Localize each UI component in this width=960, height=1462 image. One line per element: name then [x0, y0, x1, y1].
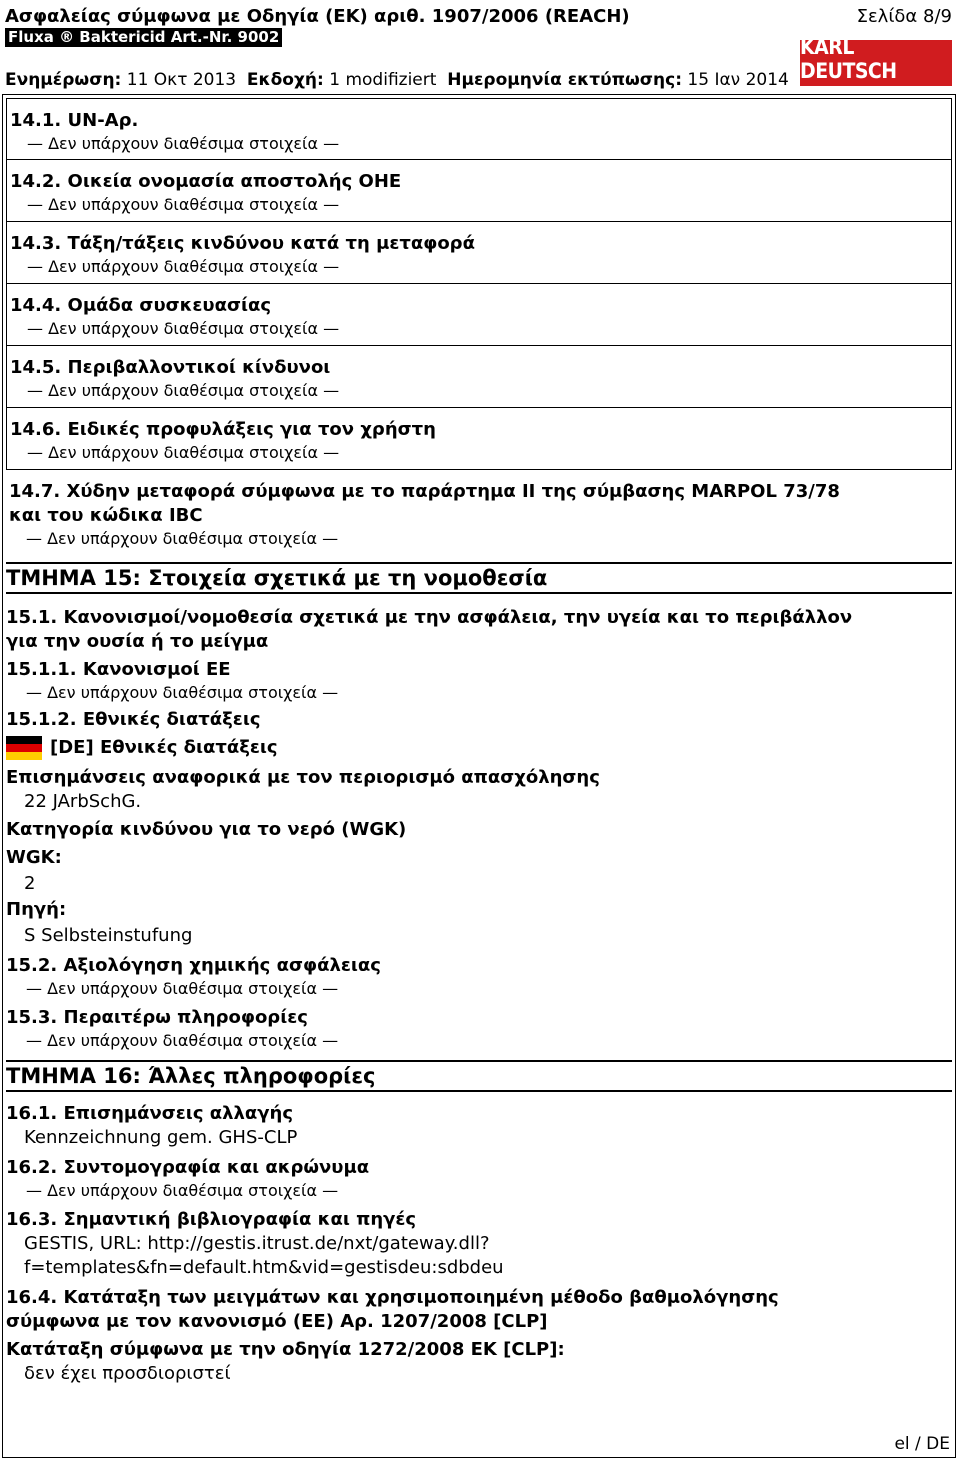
page-footer: el / DE: [894, 1434, 950, 1454]
no-data-text: — Δεν υπάρχουν διαθέσιμα στοιχεία —: [26, 529, 339, 548]
page-number: Σελίδα 8/9: [856, 6, 952, 27]
de-national-label: [DE] Εθνικές διατάξεις: [50, 737, 278, 758]
wgk-label: WGK:: [6, 847, 62, 868]
version-value: 1 modifiziert: [329, 70, 437, 90]
heading-15-3: 15.3. Περαιτέρω πληροφορίες: [6, 1007, 308, 1028]
source-value: S Selbsteinstufung: [24, 925, 193, 946]
box-14-4: [6, 284, 952, 346]
heading-15-1-2: 15.1.2. Εθνικές διατάξεις: [6, 709, 261, 730]
no-data-text: — Δεν υπάρχουν διαθέσιμα στοιχεία —: [27, 257, 340, 276]
block-14-7: [6, 470, 952, 550]
version-label: Εκδοχή:: [246, 70, 324, 90]
document-title: Ασφαλείας σύμφωνα με Οδηγία (ΕΚ) αριθ. 1907/2006 (REACH): [5, 6, 630, 27]
clp-label: Κατάταξη σύμφωνα με την οδηγία 1272/2008 ΕΚ [CLP]:: [6, 1339, 565, 1360]
no-data-text: — Δεν υπάρχουν διαθέσιμα στοιχεία —: [26, 1181, 339, 1200]
heading-16-4-cont: σύμφωνα με τον κανονισμό (ΕΕ) Αρ. 1207/2008 [CLP]: [6, 1311, 548, 1332]
no-data-text: — Δεν υπάρχουν διαθέσιμα στοιχεία —: [26, 979, 339, 998]
box-14-5: [6, 346, 952, 408]
no-data-text: — Δεν υπάρχουν διαθέσιμα στοιχεία —: [27, 195, 340, 214]
heading-16-4: 16.4. Κατάταξη των μειγμάτων και χρησιμοποιημένη μέθοδο βαθμολόγησης: [6, 1287, 779, 1308]
no-data-text: — Δεν υπάρχουν διαθέσιμα στοιχεία —: [27, 319, 340, 338]
heading-15-1-1: 15.1.1. Κανονισμοί ΕΕ: [6, 659, 231, 680]
print-label: Ημερομηνία εκτύπωσης:: [447, 70, 683, 90]
heading-15-1: 15.1. Κανονισμοί/νομοθεσία σχετικά με την ασφάλεια, την υγεία και το περιβάλλον: [6, 607, 853, 628]
product-name: Fluxa ® Baktericid Art.-Nr. 9002: [5, 28, 282, 47]
change-marking-value: Kennzeichnung gem. GHS-CLP: [24, 1127, 298, 1148]
de-national-row: [6, 736, 952, 760]
heading-14-2: 14.2. Οικεία ονομασία αποστολής ΟΗΕ: [10, 171, 402, 192]
company-logo: KARL DEUTSCH: [800, 40, 952, 86]
section-15: [6, 562, 952, 1052]
literature-value-cont: f=templates&fn=default.htm&vid=gestisdeu:sdbdeu: [24, 1257, 504, 1278]
heading-14-5: 14.5. Περιβαλλοντικοί κίνδυνοι: [10, 357, 331, 378]
heading-14-1: 14.1. UN-Αρ.: [10, 110, 139, 131]
heading-14-7-cont: και του κώδικα IBC: [9, 505, 203, 526]
heading-14-7: 14.7. Χύδην μεταφορά σύμφωνα με το παράρτημα II της σύμβασης MARPOL 73/78: [9, 481, 840, 502]
source-label: Πηγή:: [6, 899, 67, 920]
no-data-text: — Δεν υπάρχουν διαθέσιμα στοιχεία —: [27, 443, 340, 462]
no-data-text: — Δεν υπάρχουν διαθέσιμα στοιχεία —: [26, 1031, 339, 1050]
box-14-2: [6, 160, 952, 222]
heading-16-1: 16.1. Επισημάνσεις αλλαγής: [6, 1103, 294, 1124]
clp-value: δεν έχει προσδιοριστεί: [24, 1363, 231, 1384]
heading-14-3: 14.3. Τάξη/τάξεις κινδύνου κατά τη μεταφορά: [10, 233, 475, 254]
section-16-heading: ΤΜΗΜΑ 16: Άλλες πληροφορίες: [6, 1060, 952, 1092]
meta-line: [5, 70, 789, 90]
heading-15-2: 15.2. Αξιολόγηση χημικής ασφάλειας: [6, 955, 381, 976]
page-header: [0, 0, 960, 96]
heading-14-6: 14.6. Ειδικές προφυλάξεις για τον χρήστη: [10, 419, 436, 440]
heading-16-3: 16.3. Σημαντική βιβλιογραφία και πηγές: [6, 1209, 417, 1230]
wgk-heading: Κατηγορία κινδύνου για το νερό (WGK): [6, 819, 407, 840]
heading-14-4: 14.4. Ομάδα συσκευασίας: [10, 295, 272, 316]
no-data-text: — Δεν υπάρχουν διαθέσιμα στοιχεία —: [27, 134, 340, 153]
literature-value: GESTIS, URL: http://gestis.itrust.de/nxt/gateway.dll?: [24, 1233, 490, 1254]
employment-label: Επισημάνσεις αναφορικά με τον περιορισμό απασχόλησης: [6, 767, 600, 788]
no-data-text: — Δεν υπάρχουν διαθέσιμα στοιχεία —: [26, 683, 339, 702]
print-value: 15 Ιαν 2014: [687, 70, 789, 90]
box-14-6: [6, 408, 952, 470]
section-16: [6, 1060, 952, 1386]
section-15-heading: ΤΜΗΜΑ 15: Στοιχεία σχετικά με τη νομοθεσία: [6, 562, 952, 594]
box-14-1: [6, 98, 952, 160]
no-data-text: — Δεν υπάρχουν διαθέσιμα στοιχεία —: [27, 381, 340, 400]
heading-15-1-cont: για την ουσία ή το μείγμα: [6, 631, 269, 652]
box-14-3: [6, 222, 952, 284]
heading-16-2: 16.2. Συντομογραφία και ακρώνυμα: [6, 1157, 370, 1178]
employment-value: 22 JArbSchG.: [24, 791, 142, 812]
section-14-boxes: [6, 98, 952, 550]
update-value: 11 Οκτ 2013: [126, 70, 237, 90]
wgk-value: 2: [24, 873, 36, 894]
germany-flag-icon: [6, 736, 42, 760]
update-label: Ενημέρωση:: [5, 70, 122, 90]
